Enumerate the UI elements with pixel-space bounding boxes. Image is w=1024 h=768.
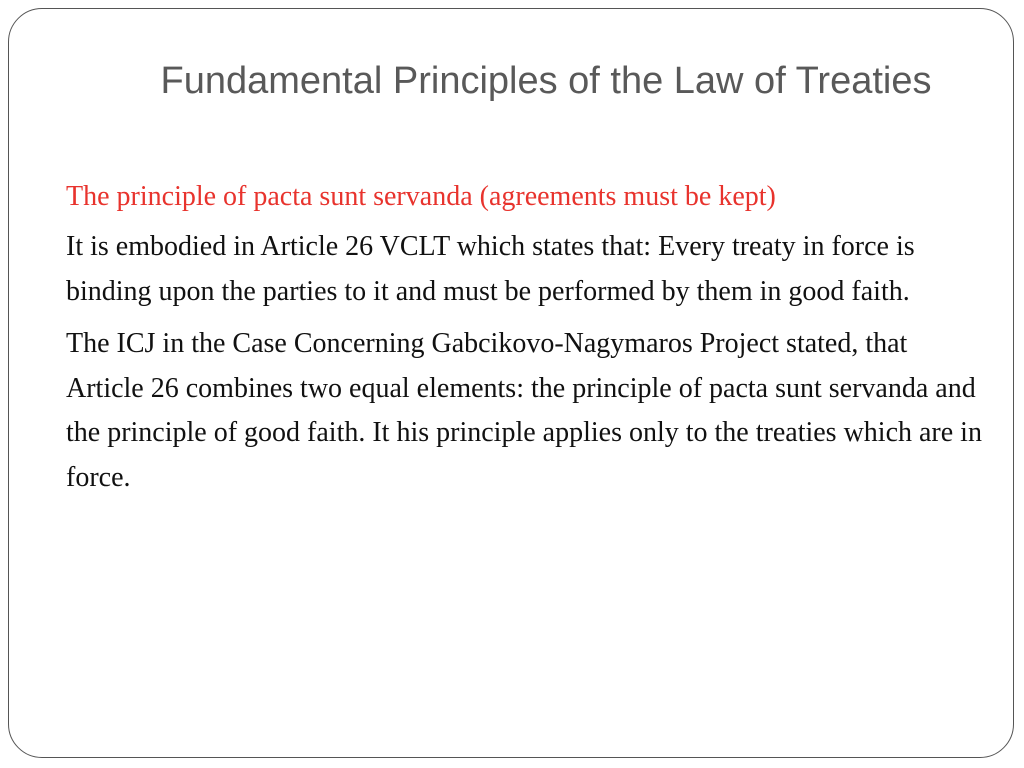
slide-frame (8, 8, 1014, 758)
principle-heading: The principle of pacta sunt servanda (agreements must be kept) (66, 181, 776, 212)
slide-body (66, 177, 986, 500)
slide-title: Fundamental Principles of the Law of Treaties (160, 60, 932, 102)
paragraph-icj-case: The ICJ in the Case Concerning Gabcikovo-Nagymaros Project stated, that Article 26 combines two equal elements: the principle of pacta sunt servanda and the principle of good faith. It his principle applies only to the treaties which are in force. (66, 328, 982, 493)
paragraph-article-26: It is embodied in Article 26 VCLT which states that: Every treaty in force is binding upon the parties to it and must be performed by them in good faith. (66, 231, 915, 307)
